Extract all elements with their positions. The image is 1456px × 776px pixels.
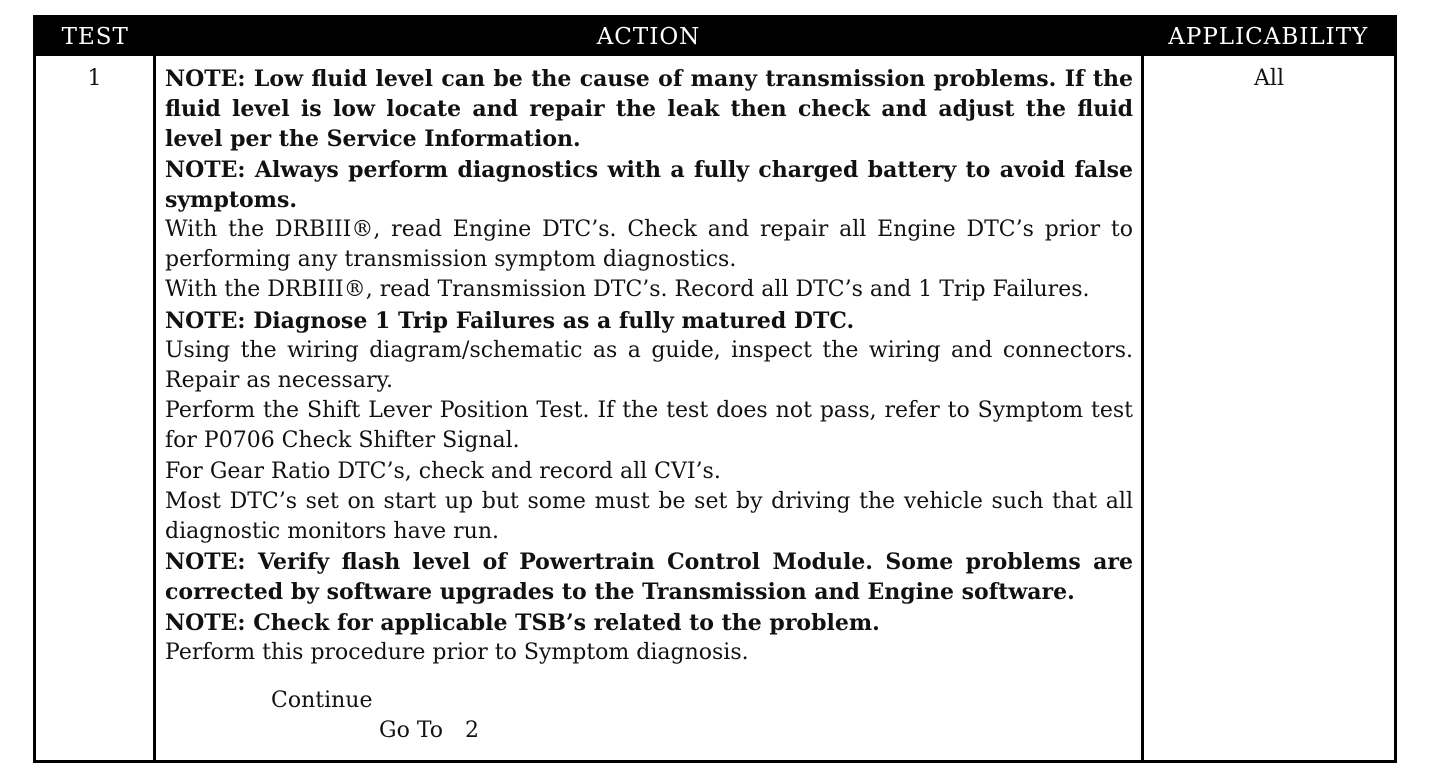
action-step: Using the wiring diagram/schematic as a guide, inspect the wiring and connectors. Repair as necessary. xyxy=(165,337,1133,394)
applicability-value: All xyxy=(1254,66,1284,91)
header-action: ACTION xyxy=(155,17,1143,57)
goto-target[interactable]: 2 xyxy=(465,718,480,744)
header-test: TEST xyxy=(35,17,155,57)
action-step: Perform this procedure prior to Symptom diagnosis. xyxy=(165,639,749,665)
action-step: For Gear Ratio DTC’s, check and record all CVI’s. xyxy=(165,458,721,484)
action-note: NOTE: Low fluid level can be the cause of many transmission problems. If the fluid level is low locate and repair the leak then check and adjust the fluid level per the Service Information. xyxy=(165,66,1133,153)
test-number: 1 xyxy=(35,56,155,762)
header-applicability: APPLICABILITY xyxy=(1143,17,1396,57)
action-step: Most DTC’s set on start up but some must be set by driving the vehicle such that all diagnostic monitors have run. xyxy=(165,488,1133,545)
action-step: With the DRBIII®, read Engine DTC’s. Check and repair all Engine DTC’s prior to performing any transmission symptom diagnostics. xyxy=(165,217,1133,273)
action-step: With the DRBIII®, read Transmission DTC’s. Record all DTC’s and 1 Trip Failures. xyxy=(165,277,1090,303)
goto-line[interactable] xyxy=(165,716,1133,746)
action-step: Perform the Shift Lever Position Test. If the test does not pass, refer to Symptom test for P0706 Check Shifter Signal. xyxy=(165,398,1133,454)
action-note: NOTE: Check for applicable TSB’s related to the problem. xyxy=(165,609,880,636)
continue-block xyxy=(165,686,1133,746)
action-note: NOTE: Verify flash level of Powertrain Control Module. Some problems are corrected by software upgrades to the Transmission and Engine software. xyxy=(165,549,1133,606)
action-cell xyxy=(155,56,1143,762)
action-lines xyxy=(165,64,1133,668)
table-row xyxy=(35,56,1396,762)
header-row xyxy=(35,17,1396,57)
goto-label: Go To xyxy=(379,718,444,744)
continue-label: Continue xyxy=(271,688,373,714)
procedure-table xyxy=(33,15,1397,763)
action-note: NOTE: Diagnose 1 Trip Failures as a fully matured DTC. xyxy=(165,307,855,334)
action-note: NOTE: Always perform diagnostics with a fully charged battery to avoid false symptoms. xyxy=(165,156,1133,213)
